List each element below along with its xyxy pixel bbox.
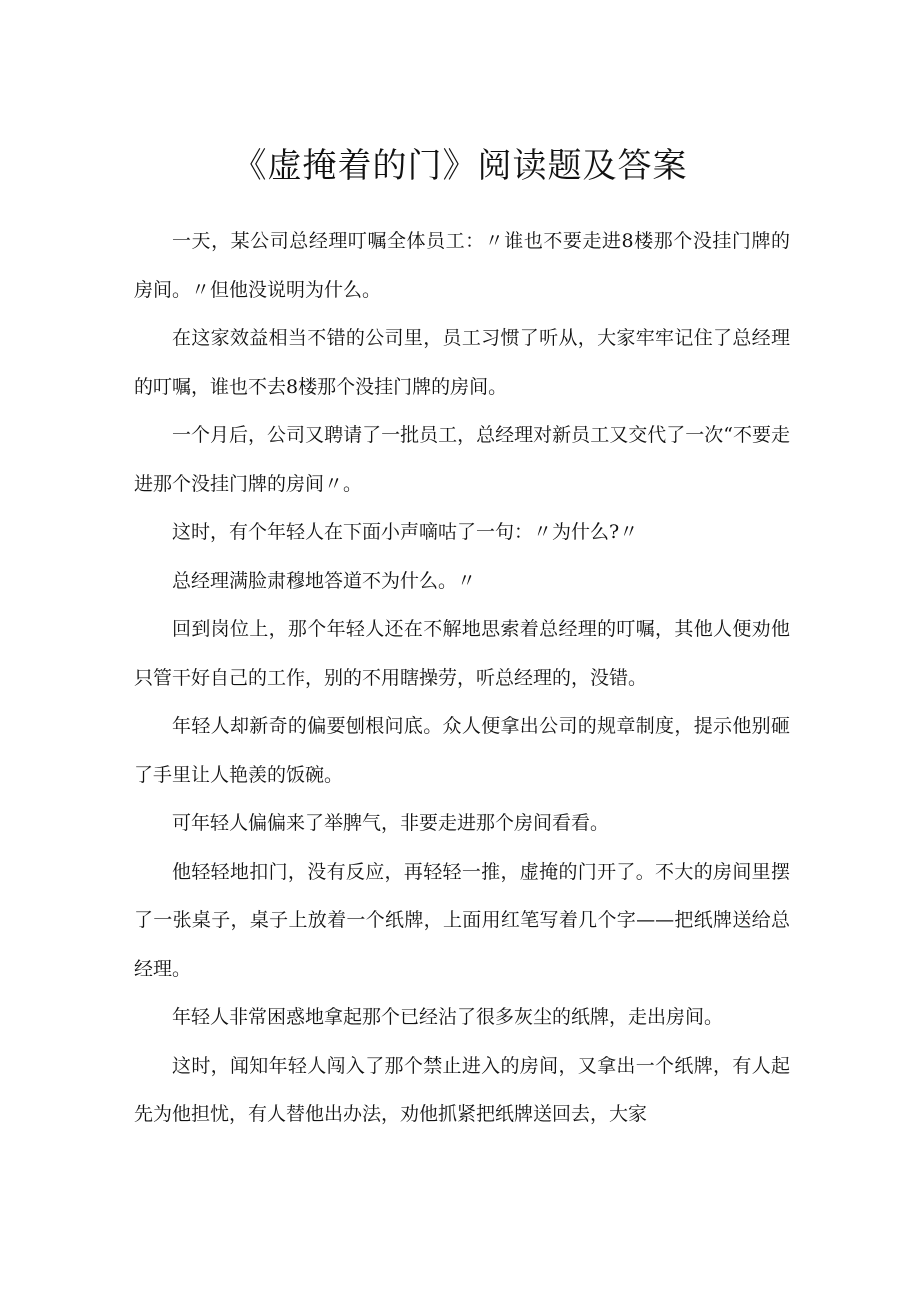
paragraph-3: 一个月后，公司又聘请了一批员工，总经理对新员工又交代了一次“不要走进那个没挂门牌的房间〃。: [134, 424, 790, 495]
paragraph-10: 年轻人非常困惑地拿起那个已经沾了很多灰尘的纸牌，走出房间。: [172, 1006, 724, 1028]
paragraph-4: 这时，有个年轻人在下面小声嘀咕了一句：〃为什么?〃: [172, 521, 639, 543]
paragraph-6: 回到岗位上，那个年轻人还在不解地思索着总经理的叮嘱，其他人便劝他只管干好自己的工作，别的不用瞎操劳，听总经理的，没错。: [134, 618, 790, 689]
document-body: [134, 217, 790, 1139]
paragraph-2: 在这家效益相当不错的公司里，员工习惯了听从，大家牢牢记住了总经理的叮嘱，谁也不去8楼那个没挂门牌的房间。: [134, 327, 790, 398]
paragraph-5: 总经理满脸肃穆地答道不为什么。〃: [172, 569, 477, 592]
paragraph-8: 可年轻人偏偏来了举脾气，非要走进那个房间看看。: [172, 812, 610, 834]
paragraph-9: 他轻轻地扣门，没有反应，再轻轻一推，虚掩的门开了。不大的房间里摆了一张桌子，桌子上放着一个纸牌，上面用红笔写着几个字——把纸牌送给总经理。: [134, 860, 790, 980]
paragraph-1: 一天，某公司总经理叮嘱全体员工：〃谁也不要走进8楼那个没挂门牌的房间。〃但他没说明为什么。: [134, 230, 790, 301]
paragraph-11: 这时，闻知年轻人闯入了那个禁止进入的房间，又拿出一个纸牌，有人起先为他担忧，有人替他出办法，劝他抓紧把纸牌送回去，大家: [134, 1054, 790, 1125]
paragraph-7: 年轻人却新奇的偏要刨根问底。众人便拿出公司的规章制度，提示他别砸了手里让人艳羡的饭碗。: [134, 715, 790, 786]
document-title: 《虚掩着的门》阅读题及答案: [232, 146, 688, 186]
